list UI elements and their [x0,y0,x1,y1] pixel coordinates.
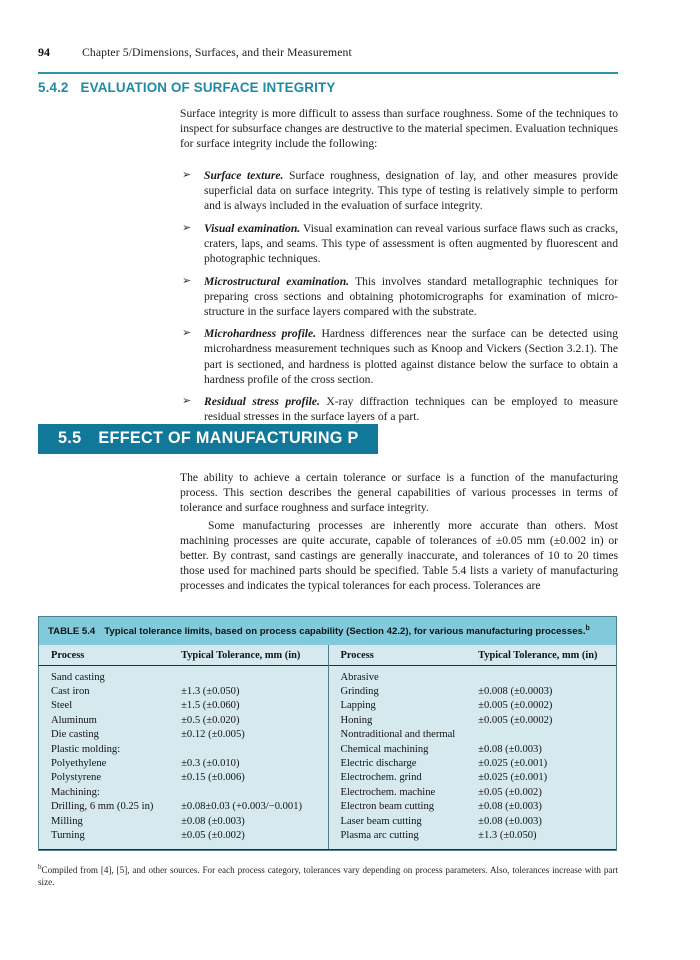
column-header-process: Process [329,645,475,666]
table-row [329,684,617,698]
cell-tolerance: ±0.12 (±0.005) [181,729,245,741]
cell-tolerance: ±1.5 (±0.060) [181,700,240,712]
cell-process: Nontraditional and thermal [340,729,456,741]
list-item [180,394,618,424]
cell-tolerance: ±0.008 (±0.0003) [478,685,553,697]
cell-tolerance: ±0.08±0.03 (+0.003/−0.001) [181,801,303,813]
list-item-lead: Surface texture. [204,169,284,182]
list-item-lead: Microstructural examination. [204,274,350,288]
section-heading-banner [38,424,378,454]
list-item-lead: Microhardness profile. [204,327,317,341]
cell-tolerance: ±0.05 (±0.002) [478,786,542,798]
cell-process: Plasma arc cutting [340,829,419,841]
section-title: EFFECT OF MANUFACTURING P [98,429,359,447]
table-row [329,828,617,842]
section-paragraph-1 [180,470,618,515]
table-row [39,684,328,698]
cell-process: Lapping [340,700,376,712]
table-row [39,713,328,727]
cell-tolerance [177,665,327,684]
cell-process: Electron beam cutting [340,801,435,813]
cell-tolerance: ±0.08 (±0.003) [478,801,542,813]
cell-tolerance: ±0.025 (±0.001) [478,772,548,784]
cell-process: Honing [340,714,373,726]
list-item-text: Hardness differences near the surface can be detected using microhardness measurement techniques such as Knoop and Vickers (Section 3.2.1). The part is sectioned, and hardness is plotted against distance below the surface to obtain a hardness profile of the cross section. [204,327,618,386]
cell-tolerance [177,785,327,799]
table-bottom-rule [39,849,616,851]
list-item-text: Surface roughness, designation of lay, and other measures provide superficial data on surface integrity. This type of testing is relatively simple to perform and is always included in the evaluation of surface integrity. [204,169,618,213]
cell-process: Electrochem. grind [340,772,422,784]
table-row [39,728,328,742]
cell-process: Electrochem. machine [340,786,436,798]
table-row [39,756,328,770]
paragraph-text: Some manufacturing processes are inherently more accurate than others. Most machining processes are quite accurate, capable of tolerances of ±0.05 mm (±0.002 in) or better. By contrast, sand castings are generally inaccurate, and tolerances of 10 to 20 times those used for machined parts should be specified. Table 5.4 lists a variety of manufacturing processes and indicates the typical tolerances for each process. Tolerances are [180,519,618,593]
table-row [39,699,328,713]
cell-process: Turning [51,829,85,841]
cell-tolerance: ±0.025 (±0.001) [478,757,548,769]
cell-process: Polystyrene [51,772,102,784]
cell-tolerance: ±0.08 (±0.003) [478,743,542,755]
list-item [180,168,618,213]
table-caption-text: Typical tolerance limits, based on process capability (Section 42.2), for various manufacturing processes. [104,626,586,638]
list-item-lead: Residual stress profile. [204,395,320,409]
table-row [329,699,617,713]
table-row [329,728,617,742]
tolerance-table-left [39,645,328,843]
table-row [39,771,328,785]
table-row [39,785,328,799]
arrow-bullet-icon: ➢ [182,274,192,287]
cell-tolerance: ±0.08 (±0.003) [478,815,542,827]
cell-process: Sand casting [51,671,105,683]
cell-tolerance: ±0.005 (±0.0002) [478,700,553,712]
table-header-row [329,645,617,666]
cell-process: Electric discharge [340,757,417,769]
section-paragraph-2 [180,518,618,593]
subsection-number: 5.4.2 [38,80,69,95]
cell-tolerance [474,665,616,684]
table-bottom-padding [329,843,617,849]
cell-tolerance [177,742,327,756]
subsection-heading [38,80,618,95]
table-row [329,800,617,814]
cell-tolerance: ±1.3 (±0.050) [478,829,537,841]
list-item-lead: Visual examination. [204,221,301,235]
list-item-text: X-ray diffraction techniques can be employed to measure residual stresses in the surface layers of a part. [204,395,618,424]
table-row [39,828,328,842]
cell-process: Cast iron [51,685,90,697]
table-caption-footnote-marker: b [585,625,590,632]
table-row [329,665,617,684]
tolerance-table-right [329,645,617,843]
table-header-row [39,645,328,666]
chapter-title: Chapter 5/Dimensions, Surfaces, and their Measurement [82,46,352,59]
page-number: 94 [38,45,50,59]
table-row [329,771,617,785]
paragraph-text: Surface integrity is more difficult to assess than surface roughness. Some of the techniques to inspect for subsurface changes are destructive to the material specimen. Evaluation techniques for surface integrity include the following: [180,107,618,151]
list-item-text: Visual examination can reveal various surface flaws such as cracks, craters, laps, and seams. This type of assessment is often augmented by fluorescent and photographic techniques. [204,221,619,265]
cell-process: Aluminum [51,714,97,726]
table-footnote [38,862,618,888]
cell-process: Milling [51,815,83,827]
cell-tolerance: ±0.3 (±0.010) [181,757,240,769]
table-row [329,713,617,727]
arrow-bullet-icon: ➢ [182,327,192,340]
cell-tolerance: ±1.3 (±0.050) [181,685,240,697]
list-item [180,326,618,386]
table-row [329,742,617,756]
paragraph-text: The ability to achieve a certain tolerance or surface is a function of the manufacturing process. This section describes the general capabilities of various processes in terms of tolerance and surface roughness and surface integrity. [180,471,618,515]
cell-tolerance: ±0.15 (±0.006) [181,772,245,784]
section-heading-inner [38,424,378,448]
evaluation-techniques-list [180,168,618,432]
cell-process: Steel [51,700,73,712]
table-5-4 [38,616,617,851]
table-row [329,814,617,828]
cell-process: Drilling, 6 mm (0.25 in) [51,801,154,813]
table-right-half [328,645,617,849]
cell-process: Grinding [340,685,379,697]
subsection-title: EVALUATION OF SURFACE INTEGRITY [80,80,336,95]
table-bottom-padding [39,843,328,849]
table-row [39,665,328,684]
table-caption [39,617,616,645]
table-left-half [39,645,328,849]
cell-tolerance: ±0.005 (±0.0002) [478,714,553,726]
footnote-marker: b [38,863,42,871]
column-header-tolerance: Typical Tolerance, mm (in) [177,645,327,666]
cell-process: Abrasive [340,671,379,683]
running-head [38,45,618,60]
table-body [39,645,616,849]
column-header-process: Process [39,645,177,666]
arrow-bullet-icon: ➢ [182,221,192,234]
header-divider-rule [38,72,618,74]
cell-tolerance: ±0.08 (±0.003) [181,815,245,827]
list-item [180,274,618,319]
cell-process: Laser beam cutting [340,815,422,827]
arrow-bullet-icon: ➢ [182,395,192,408]
cell-process: Die casting [51,729,99,741]
table-row [39,800,328,814]
table-label: TABLE 5.4 [48,626,96,638]
list-item-text: This involves standard metallographic techniques for preparing cross sections and obtaining photomicrographs for examination of micro-structure in the surface layers compared with the substrate. [204,274,618,318]
table-row [39,742,328,756]
cell-process: Polyethylene [51,757,107,769]
column-header-tolerance: Typical Tolerance, mm (in) [474,645,616,666]
cell-tolerance [474,728,616,742]
table-row [329,756,617,770]
cell-process: Chemical machining [340,743,429,755]
cell-process: Plastic molding: [51,743,121,755]
arrow-bullet-icon: ➢ [182,169,192,181]
subsection-intro-paragraph [180,106,618,151]
table-row [329,785,617,799]
list-item [180,221,618,266]
table-row [39,814,328,828]
section-number: 5.5 [58,429,82,447]
footnote-text: Compiled from [4], [5], and other sources. For each process category, tolerances vary depending on process parameters. Also, tolerances increase with part size. [38,865,618,887]
cell-process: Machining: [51,786,100,798]
cell-tolerance: ±0.5 (±0.020) [181,714,240,726]
cell-tolerance: ±0.05 (±0.002) [181,829,245,841]
